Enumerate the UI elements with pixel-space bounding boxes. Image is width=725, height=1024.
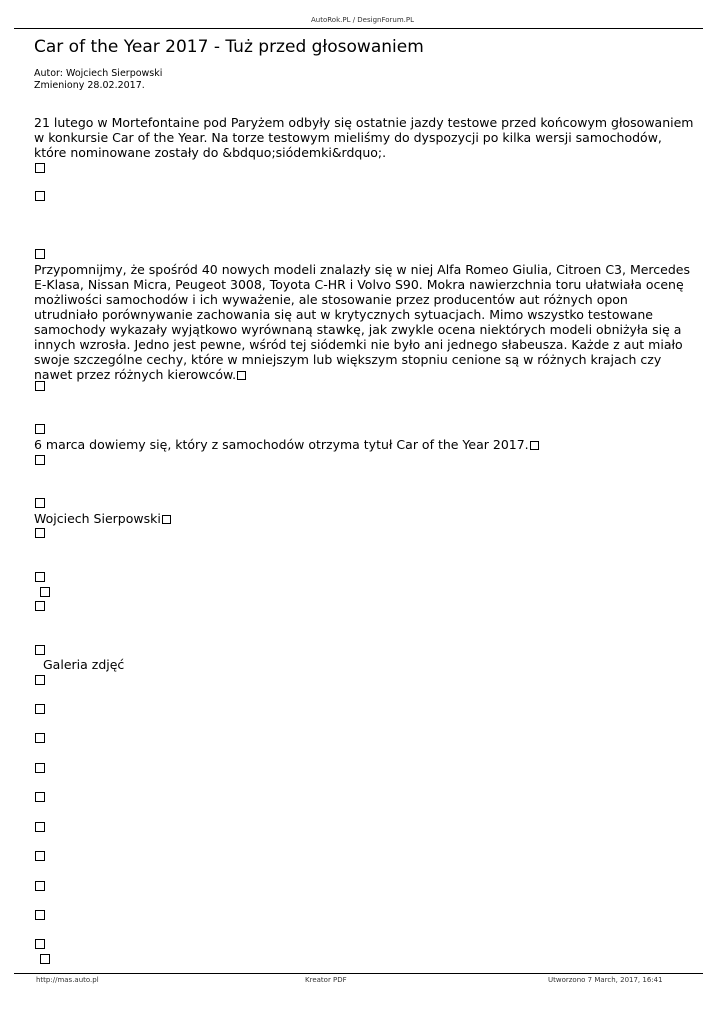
article-signature [34, 511, 694, 526]
missing-image-icon [35, 424, 46, 435]
missing-image-icon [35, 191, 46, 202]
gallery-image-placeholder[interactable] [35, 910, 46, 921]
article-author: Autor: Wojciech Sierpowski [34, 68, 163, 79]
footer-created-date: Utworzono 7 March, 2017, 16:41 [548, 976, 663, 984]
missing-image-icon [35, 381, 46, 392]
article-paragraph [34, 437, 694, 452]
footer-generator: Kreator PDF [305, 976, 347, 984]
article-title: Car of the Year 2017 - Tuż przed głosowaniem [34, 37, 424, 57]
missing-image-icon [35, 528, 46, 539]
footer-divider [14, 973, 703, 974]
missing-image-icon [35, 498, 46, 509]
article-paragraph [34, 262, 694, 382]
signature-text: Wojciech Sierpowski [34, 511, 161, 526]
gallery-image-placeholder[interactable] [35, 704, 46, 715]
gallery-image-placeholder[interactable] [35, 939, 46, 950]
site-header: AutoRok.PL / DesignForum.PL [310, 16, 414, 24]
gallery-image-placeholder[interactable] [35, 792, 46, 803]
gallery-image-placeholder[interactable] [35, 733, 46, 744]
missing-image-icon [40, 587, 51, 598]
missing-image-icon [35, 645, 46, 656]
article-paragraph-text: 6 marca dowiemy się, który z samochodów otrzyma tytuł Car of the Year 2017. [34, 437, 529, 452]
missing-image-icon [530, 441, 539, 450]
gallery-image-placeholder[interactable] [35, 675, 46, 686]
missing-image-icon [35, 572, 46, 583]
missing-image-icon [35, 455, 46, 466]
gallery-heading: Galeria zdjęć [43, 657, 125, 672]
gallery-image-placeholder[interactable] [35, 881, 46, 892]
missing-image-icon [162, 515, 171, 524]
gallery-image-placeholder[interactable] [35, 822, 46, 833]
article-modified-date: Zmieniony 28.02.2017. [34, 80, 145, 91]
gallery-image-placeholder[interactable] [35, 763, 46, 774]
article-paragraph: 21 lutego w Mortefontaine pod Paryżem odbyły się ostatnie jazdy testowe przed końcowym głosowaniem w konkursie Car of the Year. Na torze testowym mieliśmy do dyspozycji po kilka wersji samochodów, które nominowane zostały do &bdquo;siódemki&rdquo;. [34, 115, 694, 160]
missing-image-icon [35, 601, 46, 612]
header-divider [14, 28, 703, 29]
article-paragraph-text: Przypomnijmy, że spośród 40 nowych modeli znalazły się w niej Alfa Romeo Giulia, Citroen C3, Mercedes E-Klasa, Nissan Micra, Peugeot 3008, Toyota C-HR i Volvo S90. Mokra nawierzchnia toru ułatwiała ocenę możliwości samochodów i ich wyważenie, ale stosowanie przez producentów aut różnych opon utrudniało porównywanie zachowania się aut w krytycznych sytuacjach. Mimo wszystko testowane samochody wykazały wyjątkowo wyrównaną stawkę, jak zwykle ocena niektórych modeli obniżyła się a innych wzrosła. Jedno jest pewne, wśród tej siódemki nie było ani jednego słabeusza. Każde z aut miało swoje szczególne cechy, które w mniejszym lub większym stopniu cenione są w różnych krajach czy nawet przez różnych kierowców. [34, 262, 690, 382]
missing-image-icon [35, 249, 46, 260]
missing-image-icon [237, 371, 246, 380]
footer-url-link[interactable]: http://mas.auto.pl [36, 976, 99, 984]
gallery-image-placeholder[interactable] [40, 954, 51, 965]
gallery-image-placeholder[interactable] [35, 851, 46, 862]
missing-image-icon [35, 163, 46, 174]
